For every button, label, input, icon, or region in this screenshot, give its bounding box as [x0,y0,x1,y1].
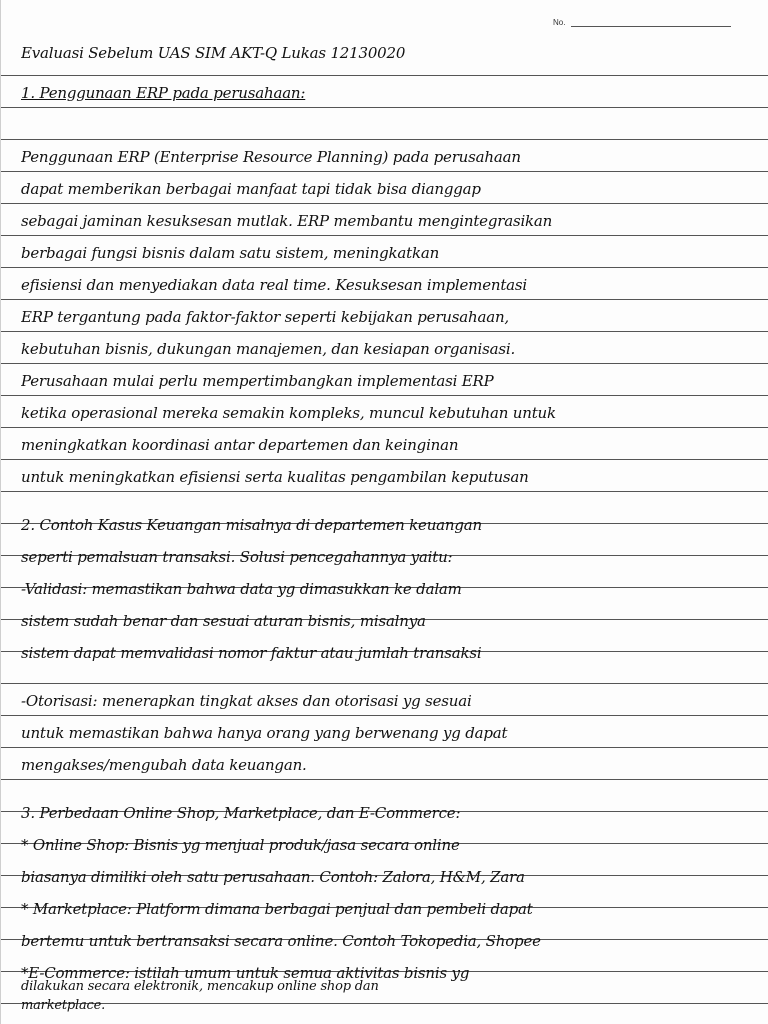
page-number-line [571,26,731,27]
body-line: marketplace. [21,998,106,1013]
body-line: biasanya dimiliki oleh satu perusahaan. Contoh: Zalora, H&M, Zara [21,868,525,886]
body-line: kebutuhan bisnis, dukungan manajemen, dan kesiapan organisasi. [21,340,516,358]
ruled-line [1,75,768,76]
body-line: Perusahaan mulai perlu mempertimbangkan implementasi ERP [21,372,494,390]
body-line: ketika operasional mereka semakin kompleks, muncul kebutuhan untuk [21,404,556,422]
body-line: untuk memastikan bahwa hanya orang yang berwenang yg dapat [21,724,508,742]
page-number-label: No. [553,18,566,27]
body-line: mengakses/mengubah data keuangan. [21,756,307,774]
body-line: meningkatkan koordinasi antar departemen dan keinginan [21,436,459,454]
body-line: untuk meningkatkan efisiensi serta kualitas pengambilan keputusan [21,468,529,486]
section-1-heading: 1. Penggunaan ERP pada perusahaan: [21,84,306,102]
section-2-heading: 2. Contoh Kasus Keuangan misalnya di departemen keuangan [21,516,482,534]
body-line: *E-Commerce: istilah umum untuk semua aktivitas bisnis yg [21,964,470,982]
body-line: -Validasi: memastikan bahwa data yg dimasukkan ke dalam [21,580,462,598]
body-line: dilakukan secara elektronik, mencakup online shop dan [21,979,379,994]
body-line: bertemu untuk bertransaksi secara online. Contoh Tokopedia, Shopee [21,932,541,950]
body-line: dapat memberikan berbagai manfaat tapi tidak bisa dianggap [21,180,481,198]
body-line: efisiensi dan menyediakan data real time. Kesuksesan implementasi [21,276,528,294]
body-line: Penggunaan ERP (Enterprise Resource Planning) pada perusahaan [21,148,521,166]
body-line: sistem dapat memvalidasi nomor faktur atau jumlah transaksi [21,644,482,662]
body-line: -Otorisasi: menerapkan tingkat akses dan otorisasi yg sesuai [21,692,472,710]
body-line: * Marketplace: Platform dimana berbagai penjual dan pembeli dapat [21,900,533,918]
body-line: * Online Shop: Bisnis yg menjual produk/jasa secara online [21,836,460,854]
body-line: ERP tergantung pada faktor-faktor seperti kebijakan perusahaan, [21,308,509,326]
body-line: sebagai jaminan kesuksesan mutlak. ERP membantu mengintegrasikan [21,212,553,230]
body-line: sistem sudah benar dan sesuai aturan bisnis, misalnya [21,612,426,630]
section-3-heading: 3. Perbedaan Online Shop, Marketplace, dan E-Commerce: [21,804,461,822]
body-line: berbagai fungsi bisnis dalam satu sistem, meningkatkan [21,244,440,262]
body-line: seperti pemalsuan transaksi. Solusi pencegahannya yaitu: [21,548,453,566]
page-title: Evaluasi Sebelum UAS SIM AKT-Q Lukas 12130020 [21,44,406,62]
ruled-line [1,139,768,140]
ruled-line [1,683,768,684]
